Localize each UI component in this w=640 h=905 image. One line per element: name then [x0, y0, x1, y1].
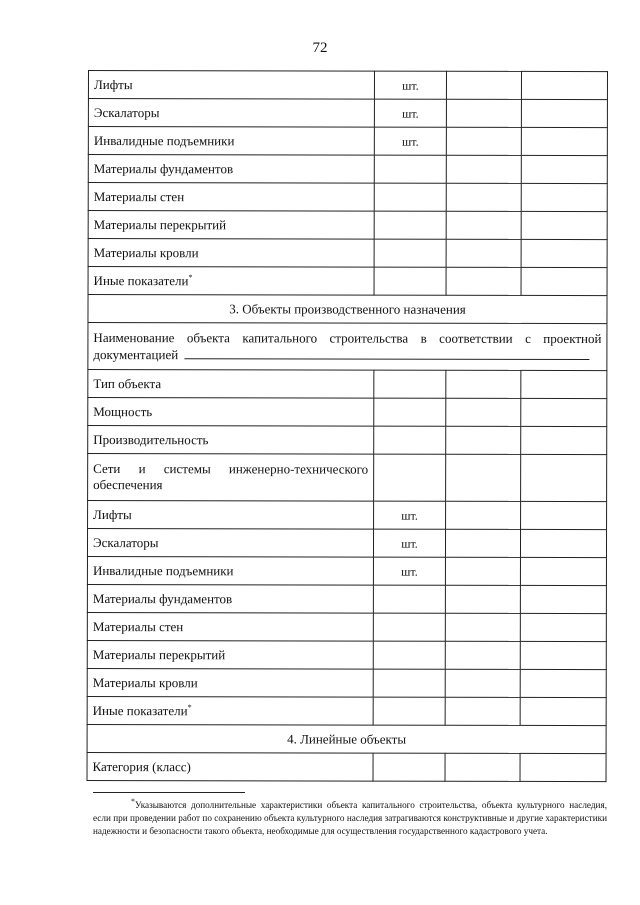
- footnote-mark: *: [187, 702, 192, 712]
- table-row: [87, 529, 606, 558]
- value-cell[interactable]: [446, 155, 521, 183]
- unit-cell: [374, 267, 446, 295]
- unit-cell: [374, 370, 446, 398]
- row-label: Инвалидные подъемники: [88, 127, 374, 156]
- value-cell[interactable]: [446, 127, 521, 155]
- row-label: Материалы кровли: [88, 239, 374, 268]
- unit-cell: [373, 753, 445, 781]
- table-row: [88, 183, 607, 212]
- value-cell[interactable]: [521, 183, 607, 211]
- footnote-divider: [93, 792, 245, 793]
- value-cell[interactable]: [521, 99, 607, 127]
- unit-cell: [373, 641, 445, 669]
- unit-cell: [374, 155, 446, 183]
- footnote-text: Указываются дополнительные характеристики объекта капитального строительства, объекта культурного наследия, если при проведении работ по сохранению объекта культурного наследия затрагиваются конструктивные и другие характеристики надежности и безопасности такого объекта, необходимые для осуществления государственного кадастрового учета.: [93, 800, 607, 836]
- table-row: [88, 155, 607, 184]
- value-cell[interactable]: [446, 398, 521, 426]
- row-label: Лифты: [88, 71, 374, 100]
- unit-cell: [374, 183, 446, 211]
- value-cell[interactable]: [521, 454, 607, 501]
- value-cell[interactable]: [446, 211, 521, 239]
- table-row: [88, 426, 607, 455]
- value-cell[interactable]: [521, 71, 607, 99]
- value-cell[interactable]: [445, 669, 520, 697]
- object-name-underline[interactable]: [184, 346, 589, 360]
- row-label: Материалы перекрытий: [87, 640, 373, 669]
- table-row: [87, 584, 606, 613]
- table-row: [88, 501, 607, 530]
- object-name-row: [88, 323, 607, 371]
- table-row: [87, 668, 606, 697]
- value-cell[interactable]: [446, 99, 521, 127]
- value-cell[interactable]: [446, 71, 521, 99]
- row-label: Категория (класс): [87, 752, 373, 781]
- row-label: Эскалаторы: [87, 529, 373, 558]
- table-row: [88, 454, 607, 502]
- unit-cell: [374, 398, 446, 426]
- row-label: Материалы фундаментов: [88, 155, 374, 184]
- unit-cell: шт.: [374, 501, 446, 529]
- value-cell[interactable]: [445, 641, 520, 669]
- value-cell[interactable]: [445, 557, 520, 585]
- value-cell[interactable]: [521, 426, 607, 454]
- value-cell[interactable]: [445, 697, 520, 725]
- row-label-other: [87, 696, 373, 725]
- unit-cell: [374, 426, 446, 454]
- row-label: Производительность: [88, 426, 374, 455]
- footnote-mark: [93, 796, 135, 810]
- value-cell[interactable]: [521, 267, 607, 295]
- unit-cell: [374, 239, 446, 267]
- table-row: [88, 211, 607, 240]
- value-cell[interactable]: [445, 753, 520, 781]
- row-label: Тип объекта: [88, 370, 374, 399]
- table-row: [87, 640, 606, 669]
- unit-cell: шт.: [374, 127, 446, 155]
- table-row: [88, 71, 607, 100]
- value-cell[interactable]: [446, 267, 521, 295]
- value-cell[interactable]: [446, 183, 521, 211]
- row-label: Эскалаторы: [88, 99, 374, 128]
- footnote-asterisk: *: [131, 796, 135, 806]
- row-label: Материалы стен: [88, 183, 374, 212]
- value-cell[interactable]: [445, 613, 520, 641]
- table-row: [88, 398, 607, 427]
- object-name-label: Наименование объекта капитального строительства в соответствии с проектной документацией: [93, 329, 602, 362]
- section-title: 3. Объекты производственного назначения: [88, 295, 607, 324]
- section-header-row: [88, 295, 607, 324]
- row-label: Мощность: [88, 398, 374, 427]
- value-cell[interactable]: [446, 239, 521, 267]
- row-label: Инвалидные подъемники: [87, 557, 373, 586]
- unit-cell: [374, 211, 446, 239]
- value-cell[interactable]: [520, 585, 606, 613]
- unit-cell: [374, 454, 446, 501]
- table-row: [88, 127, 607, 156]
- row-label-text: Иные показатели: [92, 702, 188, 718]
- value-cell[interactable]: [520, 613, 606, 641]
- row-label: Материалы фундаментов: [87, 584, 373, 613]
- value-cell[interactable]: [521, 211, 607, 239]
- row-label: Материалы кровли: [87, 668, 373, 697]
- table-row: [88, 267, 607, 296]
- row-label: Сети и системы инженерно-технического обеспечения: [88, 454, 374, 502]
- footnote-mark: *: [188, 272, 193, 282]
- value-cell[interactable]: [521, 127, 607, 155]
- unit-cell: [373, 613, 445, 641]
- value-cell[interactable]: [521, 501, 607, 529]
- unit-cell: [373, 697, 445, 725]
- value-cell[interactable]: [446, 454, 521, 501]
- row-label: Материалы перекрытий: [88, 211, 374, 240]
- value-cell[interactable]: [445, 529, 520, 557]
- row-label: Лифты: [88, 501, 374, 530]
- row-label-other: [88, 267, 374, 296]
- value-cell[interactable]: [520, 557, 606, 585]
- value-cell[interactable]: [520, 669, 606, 697]
- row-label-text: Иные показатели: [93, 272, 189, 288]
- value-cell[interactable]: [521, 370, 607, 398]
- value-cell[interactable]: [520, 753, 606, 781]
- value-cell[interactable]: [446, 501, 521, 529]
- table-row: [88, 239, 607, 268]
- unit-cell: шт.: [373, 529, 445, 557]
- table-row: [87, 557, 606, 586]
- table-row: [88, 370, 607, 399]
- table-row: [88, 99, 607, 128]
- value-cell[interactable]: [521, 239, 607, 267]
- value-cell[interactable]: [446, 426, 521, 454]
- value-cell[interactable]: [521, 398, 607, 426]
- value-cell[interactable]: [445, 585, 520, 613]
- page-number: 72: [312, 40, 328, 56]
- characteristics-table: [87, 70, 608, 782]
- table-row: [87, 696, 606, 725]
- unit-cell: шт.: [373, 557, 445, 585]
- unit-cell: [373, 585, 445, 613]
- unit-cell: шт.: [374, 71, 446, 99]
- value-cell[interactable]: [520, 697, 606, 725]
- section-header-row: [87, 724, 606, 753]
- table-row: [87, 612, 606, 641]
- table-row: [87, 752, 606, 781]
- value-cell[interactable]: [520, 641, 606, 669]
- object-name-cell[interactable]: [88, 323, 607, 371]
- value-cell[interactable]: [520, 529, 606, 557]
- row-label: Материалы стен: [87, 612, 373, 641]
- unit-cell: шт.: [374, 99, 446, 127]
- unit-cell: [373, 669, 445, 697]
- value-cell[interactable]: [521, 155, 607, 183]
- footnote: [93, 796, 607, 838]
- value-cell[interactable]: [446, 370, 521, 398]
- section-title: 4. Линейные объекты: [87, 724, 606, 753]
